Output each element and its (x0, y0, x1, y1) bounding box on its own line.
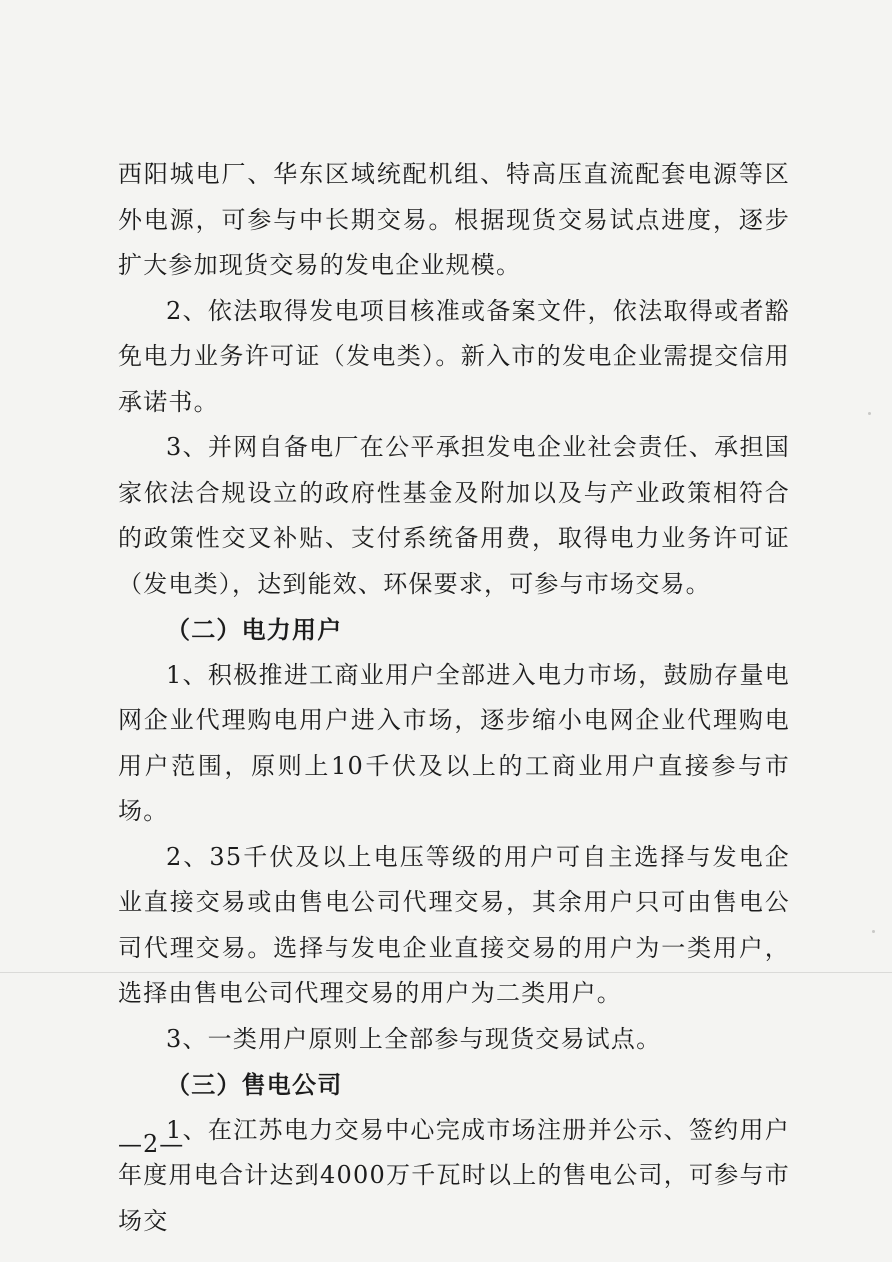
section-heading-retail-companies: （三）售电公司 (166, 1070, 343, 1099)
paragraph-users-item-3: 3、一类用户原则上全部参与现货交易试点。 (166, 1024, 662, 1053)
page-number: —2— (118, 1130, 185, 1158)
paragraph-retail-item-1: 1、在江苏电力交易中心完成市场注册并公示、签约用户年度用电合计达到4000万千瓦时以上的售电公司，可参与市场交 (118, 1115, 790, 1235)
section-heading-power-users: （二）电力用户 (166, 615, 343, 644)
paragraph-item-2: 2、依法取得发电项目核准或备案文件，依法取得或者豁免电力业务许可证（发电类）。新入市的发电企业需提交信用承诺书。 (118, 296, 790, 416)
scan-speck (872, 930, 875, 933)
paragraph-users-item-1: 1、积极推进工商业用户全部进入电力市场，鼓励存量电网企业代理购电用户进入市场，逐步缩小电网企业代理购电用户范围，原则上10千伏及以上的工商业用户直接参与市场。 (118, 660, 790, 825)
paragraph-users-item-2: 2、35千伏及以上电压等级的用户可自主选择与发电企业直接交易或由售电公司代理交易，其余用户只可由售电公司代理交易。选择与发电企业直接交易的用户为一类用户，选择由售电公司代理交易的用户为二类用户。 (118, 842, 790, 1007)
document-body (118, 152, 790, 1244)
scan-speck (868, 412, 871, 415)
paragraph-item-3: 3、并网自备电厂在公平承担发电企业社会责任、承担国家依法合规设立的政府性基金及附加以及与产业政策相符合的政策性交叉补贴、支付系统备用费，取得电力业务许可证（发电类），达到能效、环保要求，可参与市场交易。 (118, 433, 790, 598)
paragraph-continuation: 西阳城电厂、华东区域统配机组、特高压直流配套电源等区外电源，可参与中长期交易。根据现货交易试点进度，逐步扩大参加现货交易的发电企业规模。 (118, 160, 790, 279)
